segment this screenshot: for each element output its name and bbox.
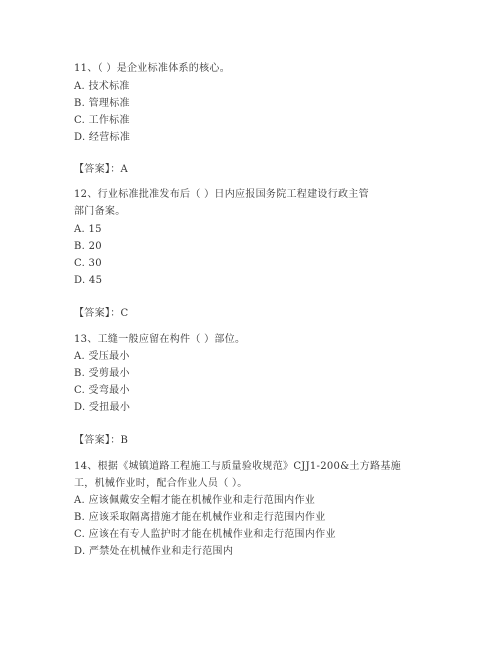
question-13-option-d: D. 受扭最小 bbox=[74, 402, 131, 413]
question-14-option-b: B. 应该采取隔离措施才能在机械作业和走行范围内作业 bbox=[74, 512, 326, 523]
question-13-answer: 【答案】：B bbox=[74, 435, 129, 446]
question-14-option-d: D. 严禁处在机械作业和走行范围内 bbox=[74, 546, 234, 557]
question-12-answer: 【答案】：C bbox=[74, 308, 129, 319]
question-11-option-a: A. 技术标准 bbox=[74, 81, 130, 92]
question-14-stem: 14、根据《城镇道路工程施工与质量验收规范》CJJ1-200&土方路基施 bbox=[74, 461, 401, 472]
question-12-option-b: B. 20 bbox=[74, 241, 102, 252]
question-11-option-c: C. 工作标准 bbox=[74, 115, 130, 126]
question-14-stem-cont: 工，机械作业时，配合作业人员（ ）。 bbox=[74, 478, 248, 489]
question-14-option-c: C. 应该在有专人监护时才能在机械作业和走行范围内作业 bbox=[74, 529, 336, 540]
question-11-option-b: B. 管理标准 bbox=[74, 98, 130, 109]
question-12-option-a: A. 15 bbox=[74, 224, 102, 235]
question-11-option-d: D. 经营标准 bbox=[74, 132, 131, 143]
question-12-stem: 12、行业标准批准发布后（ ）日内应报国务院工程建设行政主管 bbox=[74, 189, 369, 200]
question-11-answer: 【答案】：A bbox=[74, 164, 129, 175]
question-12-option-d: D. 45 bbox=[74, 275, 103, 286]
question-12-option-c: C. 30 bbox=[74, 258, 102, 269]
question-12-stem-cont: 部门备案。 bbox=[74, 206, 126, 217]
question-13-option-c: C. 受弯最小 bbox=[74, 385, 130, 396]
question-13-option-b: B. 受剪最小 bbox=[74, 368, 130, 379]
question-13-stem: 13、工缝一般应留在构件（ ）部位。 bbox=[74, 334, 246, 345]
question-13-option-a: A. 受压最小 bbox=[74, 351, 130, 362]
question-14-option-a: A. 应该佩戴安全帽才能在机械作业和走行范围内作业 bbox=[74, 495, 316, 506]
question-11-stem: 11、（ ）是企业标准体系的核心。 bbox=[74, 63, 231, 74]
